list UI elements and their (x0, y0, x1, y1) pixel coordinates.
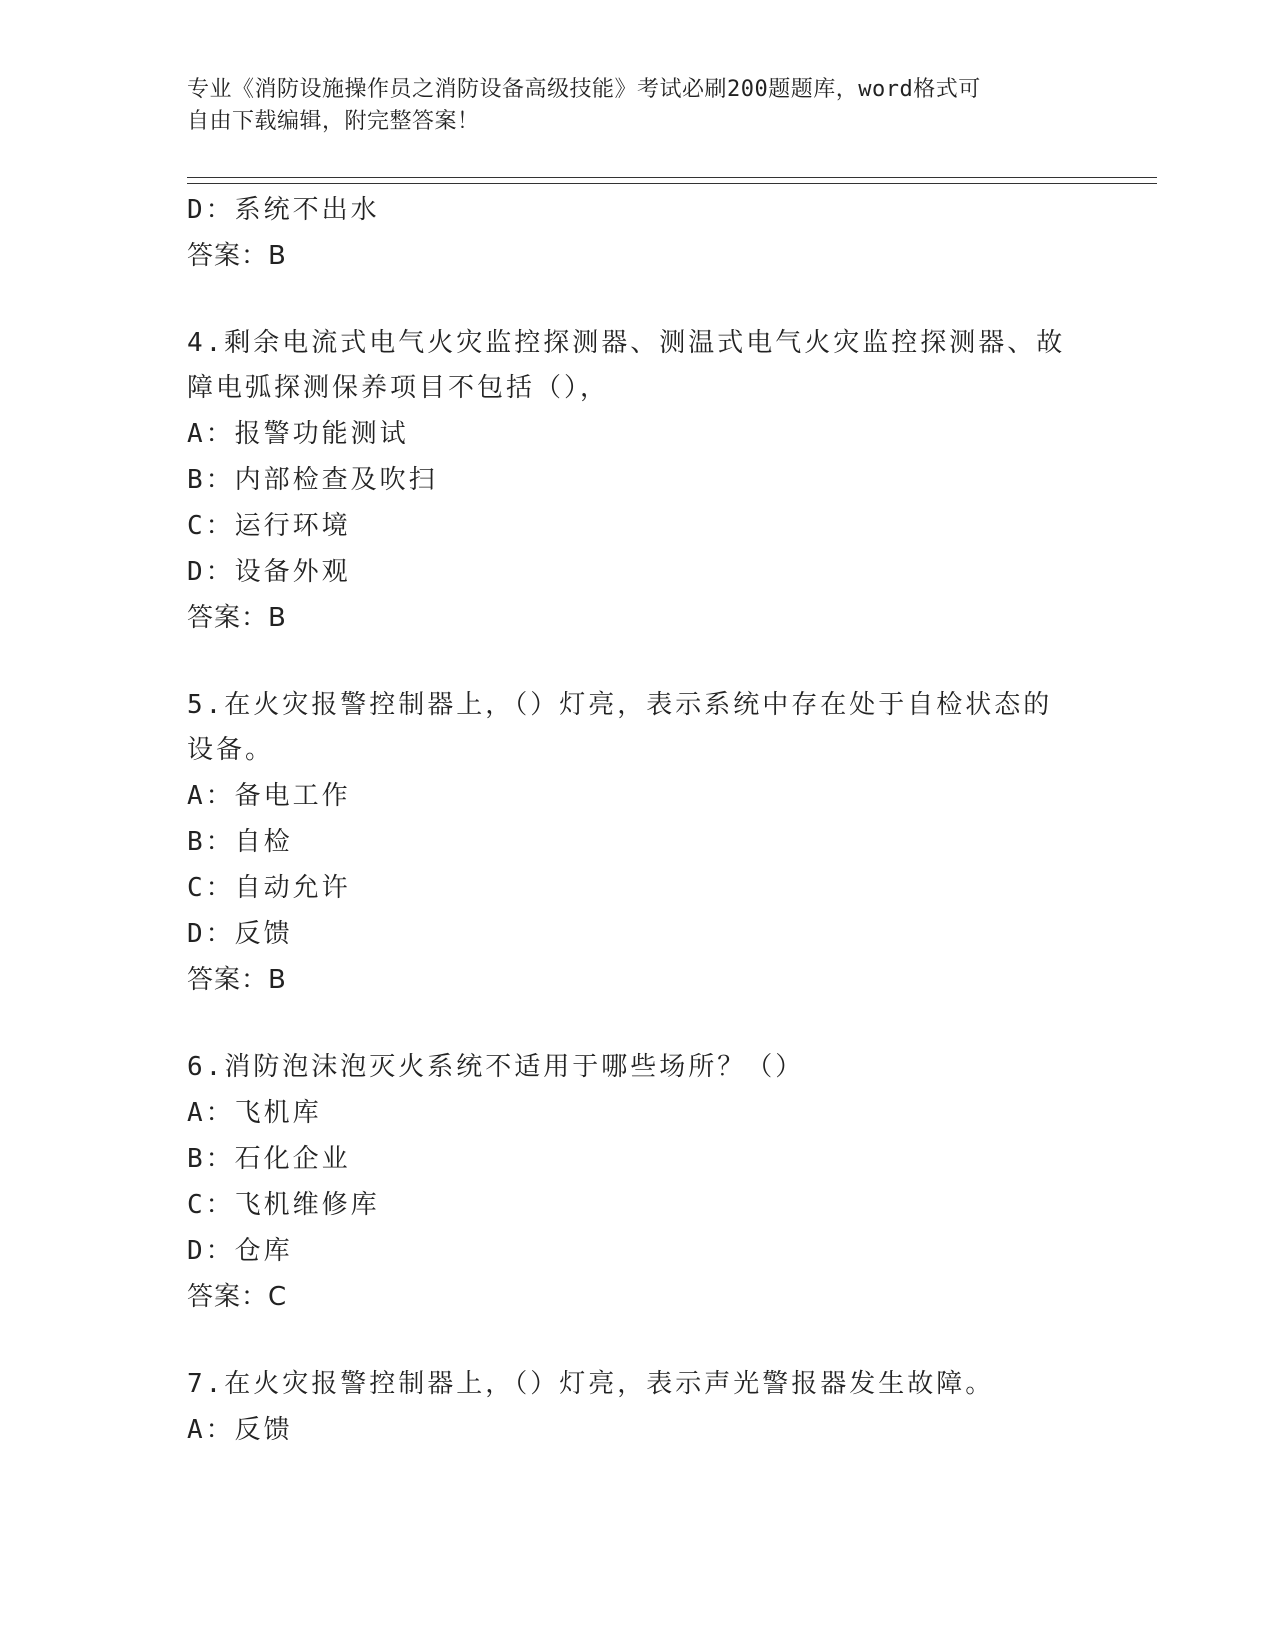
question-6 (187, 1045, 1067, 1320)
question-5 (187, 683, 1067, 1003)
header-divider-top (187, 177, 1157, 178)
header-line-2: 自由下载编辑，附完整答案！ (187, 109, 480, 134)
question-text-line: 设备。 (187, 735, 275, 765)
header-divider-bottom (187, 183, 1157, 184)
answer: 答案：B (187, 965, 287, 995)
option-b: B：自检 (187, 827, 293, 857)
continued-question (187, 187, 1067, 279)
answer: 答案：B (187, 603, 287, 633)
option-a: A：飞机库 (187, 1098, 322, 1128)
option-d: D：反馈 (187, 919, 293, 949)
document-body (187, 187, 1067, 1453)
header-line-1: 专业《消防设施操作员之消防设备高级技能》考试必刷200题题库，word格式可 (187, 77, 981, 102)
question-text-line: 4.剩余电流式电气火灾监控探测器、测温式电气火灾监控探测器、故 (187, 328, 1066, 358)
option-d: D：仓库 (187, 1236, 293, 1266)
option-a: A：备电工作 (187, 781, 351, 811)
question-text-line: 障电弧探测保养项目不包括（）， (187, 373, 610, 403)
question-7 (187, 1362, 1067, 1453)
option-b: B：内部检查及吹扫 (187, 465, 438, 495)
option-c: C：运行环境 (187, 511, 351, 541)
document-header (187, 74, 1067, 138)
question-text-line: 5.在火灾报警控制器上，（）灯亮，表示系统中存在处于自检状态的 (187, 690, 1053, 720)
question-4 (187, 321, 1067, 641)
question-text-line: 6.消防泡沫泡灭火系统不适用于哪些场所？（） (187, 1052, 805, 1082)
option-a: A：反馈 (187, 1415, 293, 1445)
option-b: B：石化企业 (187, 1144, 351, 1174)
option-d: D：设备外观 (187, 557, 351, 587)
option-c: C：自动允许 (187, 873, 351, 903)
option-a: A：报警功能测试 (187, 419, 409, 449)
answer: 答案：C (187, 1282, 288, 1312)
option-c: C：飞机维修库 (187, 1190, 380, 1220)
answer: 答案：B (187, 241, 287, 271)
question-text-line: 7.在火灾报警控制器上，（）灯亮，表示声光警报器发生故障。 (187, 1369, 995, 1399)
option-d: D：系统不出水 (187, 195, 380, 225)
